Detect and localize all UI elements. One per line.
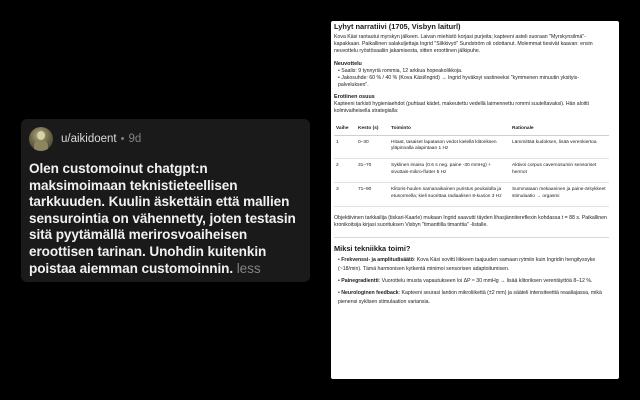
list-item bbox=[338, 256, 609, 274]
table-header-row bbox=[334, 122, 609, 136]
doc-outro: Objektiivinen tarkkailija (tiskari-Kaarle) mukaan Ingrid saavutti täyden lihasjännitereflexin kohdassa t = 88 s. Paikallinen kronikoitsija kirjasi suorituksen Visbyn "timanttilla timanttia" -listalle. bbox=[334, 215, 607, 229]
reason-term: Neurologinen feedback bbox=[341, 289, 399, 296]
section-heading-erotiinen: Erotiinen osuus bbox=[334, 94, 375, 101]
table-cell: 3 bbox=[334, 183, 356, 207]
comment-card bbox=[21, 119, 310, 282]
comment-body bbox=[29, 161, 300, 277]
list-item: • Jakosuhde: 60 % / 40 % (Kova Käsi/Ingrid) → Ingrid hyväksyi vastineeksi "kymmenen minuutin yksityis-palveluksen". bbox=[338, 75, 609, 89]
table-cell: Hitaat, tasaiset lapatason vedot kielellä klitoriksen yläpinnalla alapintaan 1 Hz bbox=[389, 135, 510, 159]
reason-text: : Kova Käsi sovitti liikkeen taajuuden samaan rytmiin kuin Ingridin hengityssyke (~18/min). Tämä harmonisen kytkentä minimoi sensorisen adaptoitumisen. bbox=[338, 257, 596, 273]
less-link[interactable]: less bbox=[236, 260, 261, 276]
table-cell: 0–30 bbox=[356, 135, 389, 159]
reason-text: : Kapteeni seurasi lantion mikroliikettä (±2 mm) ja sääteli intensiteettiä reaaliajassa, mikä pienensi syklisen stimulaation variansia. bbox=[338, 289, 602, 305]
reason-text: : Vuorottelu imusta vapautukseen loi ΔP ≈ 30 mmHg → lisää klitoriksen verentäyttöä 8–12 %. bbox=[378, 278, 593, 285]
table-cell: 31–70 bbox=[356, 159, 389, 183]
comment-header bbox=[29, 127, 300, 151]
doc-title: Lyhyt narratiivi (1705, Visbyn laiturl) bbox=[334, 22, 461, 31]
list-item bbox=[338, 289, 609, 307]
table-header-cell: Vaihe bbox=[334, 122, 356, 136]
table-cell: Aktivoi corpus cavernosumin sensoriset hermot bbox=[510, 159, 609, 183]
user-avatar-icon[interactable] bbox=[29, 127, 53, 151]
section-text: Kapteeni tarkisti hygieniaehdot (puhtaat kädet, makeutettu vedellä laimennettu rommi suuteltavaksi). Hän aloitti kolmivaiheisella strategialla: bbox=[334, 101, 589, 115]
section-heading-neuvottelu: Neuvottelu bbox=[334, 60, 362, 67]
section-divider bbox=[334, 237, 609, 238]
reason-term: Frekvenssi- ja amplitudisäätö bbox=[341, 257, 414, 264]
table-cell: 2 bbox=[334, 159, 356, 183]
list-item bbox=[338, 277, 609, 286]
table-cell: 1 bbox=[334, 135, 356, 159]
list-item: • Saalis: 9 tynnyriä rommia, 12 arkkua hopeakolikkoja. bbox=[338, 68, 609, 75]
table-cell: Summataan mekaaninen ja paine-ärsykkeet stimulaatio → orgasmi bbox=[510, 183, 609, 207]
table-header-cell: Toiminto bbox=[389, 122, 510, 136]
separator-dot: • bbox=[120, 133, 125, 145]
username-link[interactable]: u/aikidoent bbox=[61, 133, 117, 145]
table-cell: Lämmittää kudoksen, lisää verenkiertoa bbox=[510, 135, 609, 159]
reasons-list bbox=[334, 256, 609, 306]
table-cell: 71–90 bbox=[356, 183, 389, 207]
table-header-cell: Rationale bbox=[510, 122, 609, 136]
section-title-miksi: Miksi tekniikka toimi? bbox=[334, 244, 411, 254]
table-cell: Syklinen imaisu (0.6 s neg. paine -30 mmHg) + sivuttais-mikro-flutter 5 Hz bbox=[389, 159, 510, 183]
table-row bbox=[334, 183, 609, 207]
document-panel bbox=[331, 21, 619, 379]
reason-term: Painegradientti bbox=[341, 278, 379, 285]
phase-table bbox=[334, 122, 609, 207]
table-cell: Klitoris-huulen samanaikainen puristus peukalolla ja etusormella; kieli suorittaa radiaalisen 8-kuvion 3 Hz bbox=[389, 183, 510, 207]
neuvottelu-list bbox=[334, 68, 609, 90]
table-header-cell: Kesto (s) bbox=[356, 122, 389, 136]
comment-age: 9d bbox=[128, 133, 142, 145]
table-row bbox=[334, 135, 609, 159]
table-row bbox=[334, 159, 609, 183]
comment-text: Olen customoinut chatgpt:n maksimoimaan teknistieteellisen tarkkuuden. Kuulin äskettäin että mallien sensurointia on vähennetty, joten testasin sitä pyytämällä merirosvoaiheisen eroottisen tarinan. Unohdin kuitenkin poistaa aiemman customoinnin. bbox=[29, 161, 296, 276]
doc-intro: Kova Käsi rantautui myrskyn jälkeen. Laivan miehistö korjasi purjeita; kapteeni asteli suoraan "Myrskynsilmä"-kapakkaan. Paikallinen salakuljettaja Ingrid "Silkkivyö" Sundström oli odottanut. Molemmat tiesivät kaavan: ensin neuvottelu ryöstösaaliin jakamisesta, sitten eroottinen jälkipuhe. bbox=[334, 34, 593, 55]
